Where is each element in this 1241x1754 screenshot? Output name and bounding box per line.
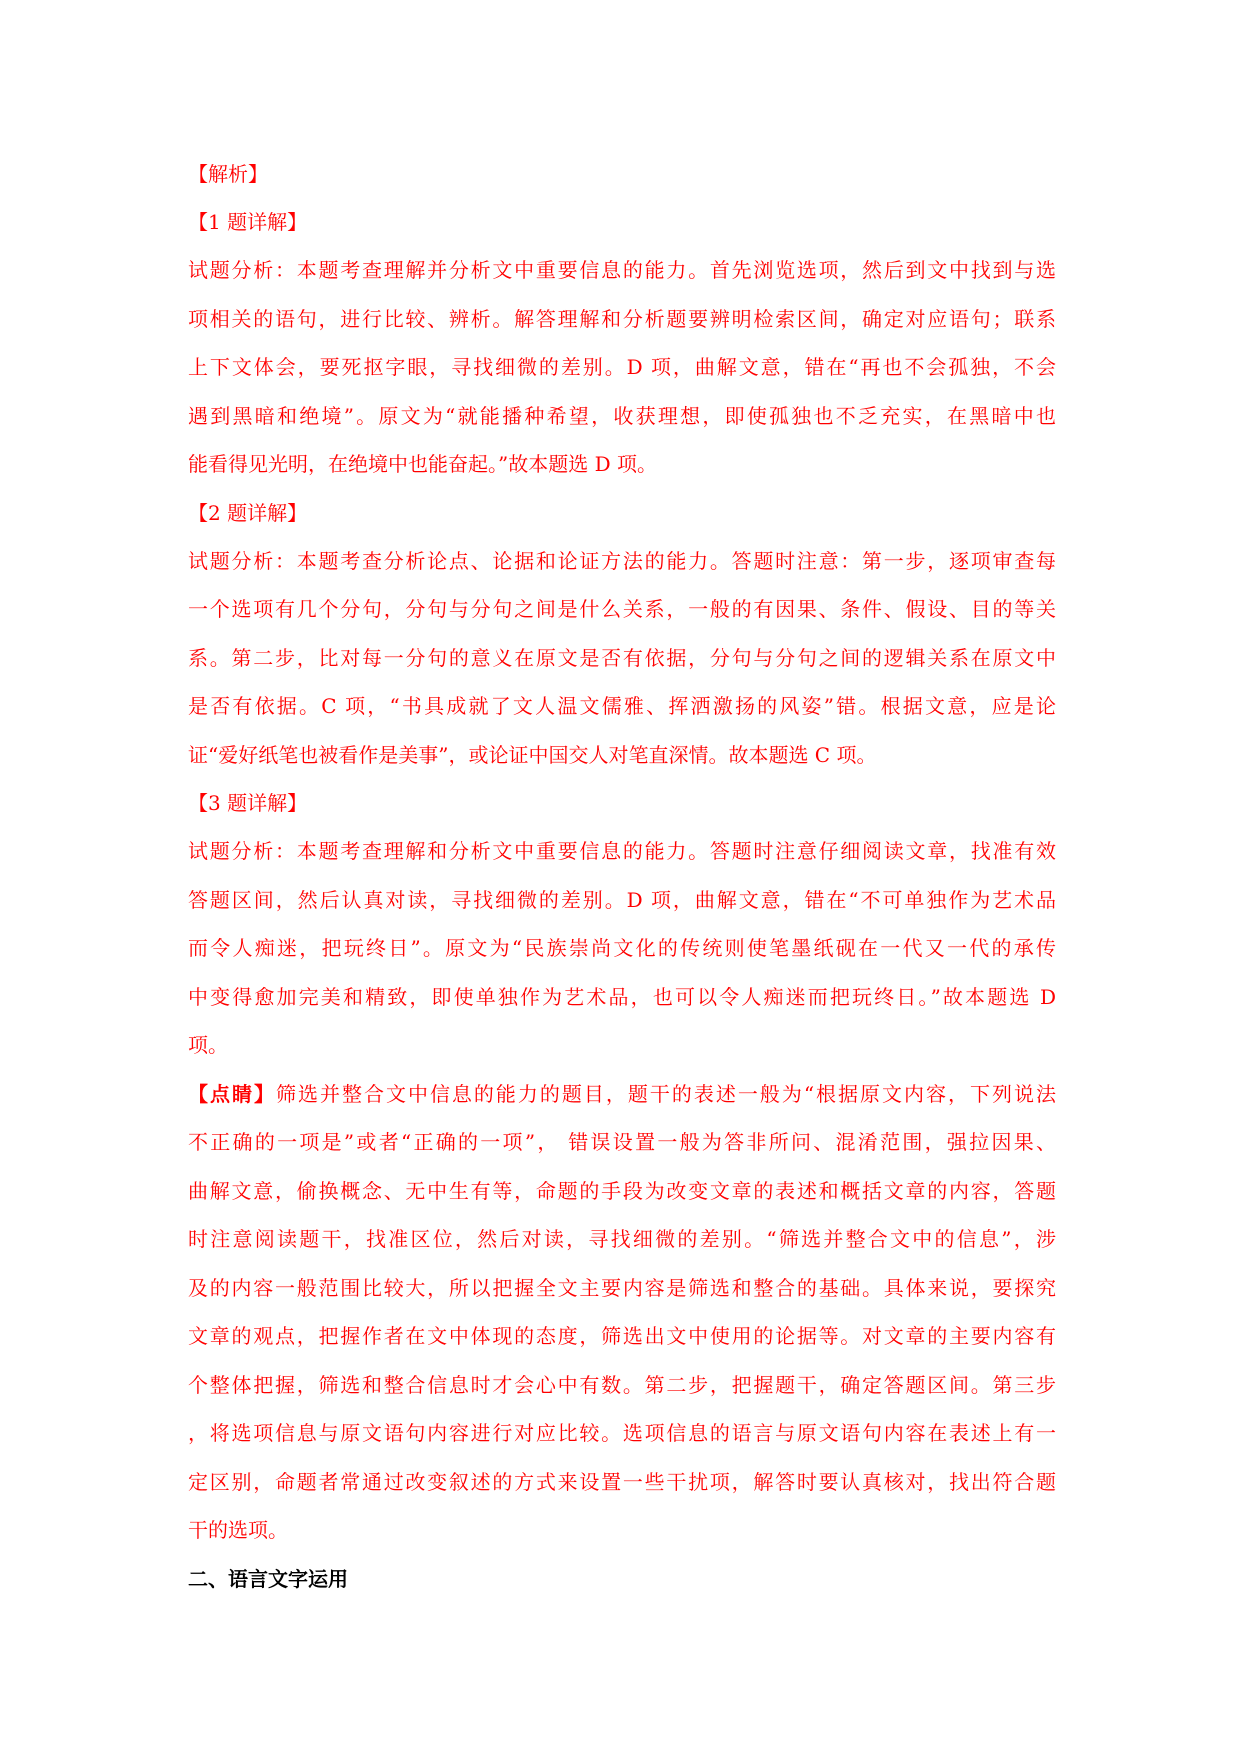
q2-line: 是否有依据。C 项，“书具成就了文人温文儒雅、挥洒激扬的风姿”错。根据文意，应是论 (188, 694, 1056, 718)
q2-line: 系。第二步，比对每一分句的意义在原文是否有依据，分句与分句之间的逻辑关系在原文中 (188, 645, 1056, 670)
document-page (188, 150, 1056, 1603)
tip-line: 干的选项。 (188, 1518, 288, 1542)
q3-explanation (188, 827, 1056, 1070)
tip-label: 【点睛】 (188, 1081, 276, 1106)
q3-line: 项。 (188, 1033, 228, 1057)
q2-line: 试题分析：本题考查分析论点、论据和论证方法的能力。答题时注意：第一步，逐项审查每 (188, 548, 1056, 573)
tip-line: 文章的观点，把握作者在文中体现的态度，筛选出文中使用的论据等。对文章的主要内容有 (188, 1324, 1056, 1348)
q3-line: 答题区间，然后认真对读，寻找细微的差别。D 项，曲解文意，错在“不可单独作为艺术品 (188, 887, 1056, 912)
q3-line: 试题分析：本题考查理解和分析文中重要信息的能力。答题时注意仔细阅读文章，找准有效 (188, 839, 1056, 863)
q2-line: 一个选项有几个分句，分句与分句之间是什么关系，一般的有因果、条件、假设、目的等关 (188, 597, 1056, 621)
tip-line: 定区别，命题者常通过改变叙述的方式来设置一些干扰项，解答时要认真核对，找出符合题 (188, 1469, 1056, 1494)
q1-line: 试题分析：本题考查理解并分析文中重要信息的能力。首先浏览选项，然后到文中找到与选 (188, 258, 1056, 282)
tip-line: 曲解文意，偷换概念、无中生有等，命题的手段为改变文章的表述和概括文章的内容，答题 (188, 1178, 1056, 1203)
q3-line: 而令人痴迷，把玩终日”。原文为“民族崇尚文化的传统则使笔墨纸砚在一代又一代的承传 (188, 936, 1056, 960)
q1-line: 上下文体会，要死抠字眼，寻找细微的差别。D 项，曲解文意，错在“再也不会孤独，不会 (188, 355, 1056, 379)
analysis-heading: 【解析】 (188, 162, 268, 186)
q3-heading: 【3 题详解】 (188, 791, 308, 815)
q2-explanation (188, 537, 1056, 780)
q1-line: 能看得见光明，在绝境中也能奋起。”故本题选 D 项。 (188, 452, 657, 476)
q2-heading: 【2 题详解】 (188, 500, 308, 525)
tip-first-line-text: 筛选并整合文中信息的能力的题目，题干的表述一般为“根据原文内容，下列说法 (275, 1081, 1056, 1106)
tip-line: 及的内容一般范围比较大，所以把握全文主要内容是筛选和整合的基础。具体来说，要探究 (188, 1275, 1056, 1300)
q1-line: 遇到黑暗和绝境”。原文为“就能播种希望，收获理想，即使孤独也不乏充实，在黑暗中也 (188, 403, 1056, 428)
q2-line: 证“爱好纸笔也被看作是美事”，或论证中国交人对笔直深情。故本题选 C 项。 (188, 742, 877, 767)
tip-paragraph (188, 1070, 1056, 1555)
q1-explanation (188, 246, 1056, 489)
tip-first-line (188, 1070, 1056, 1119)
section-title: 二、语言文字运用 (188, 1566, 348, 1591)
tip-line: ，将选项信息与原文语句内容进行对应比较。选项信息的语言与原文语句内容在表述上有一 (188, 1421, 1056, 1445)
q3-line: 中变得愈加完美和精致，即使单独作为艺术品，也可以令人痴迷而把玩终日。”故本题选 D (188, 984, 1056, 1009)
tip-line: 时注意阅读题干，找准区位，然后对读，寻找细微的差别。“筛选并整合文中的信息”，涉 (188, 1227, 1056, 1251)
q1-heading: 【1 题详解】 (188, 210, 308, 234)
q1-line: 项相关的语句，进行比较、辨析。解答理解和分析题要辨明检索区间，确定对应语句；联系 (188, 306, 1056, 331)
tip-line: 个整体把握，筛选和整合信息时才会心中有数。第二步，把握题干，确定答题区间。第三步 (188, 1372, 1056, 1397)
tip-line: 不正确的一项是”或者“正确的一项”， 错误设置一般为答非所问、混淆范围，强拉因果、 (188, 1130, 1056, 1154)
